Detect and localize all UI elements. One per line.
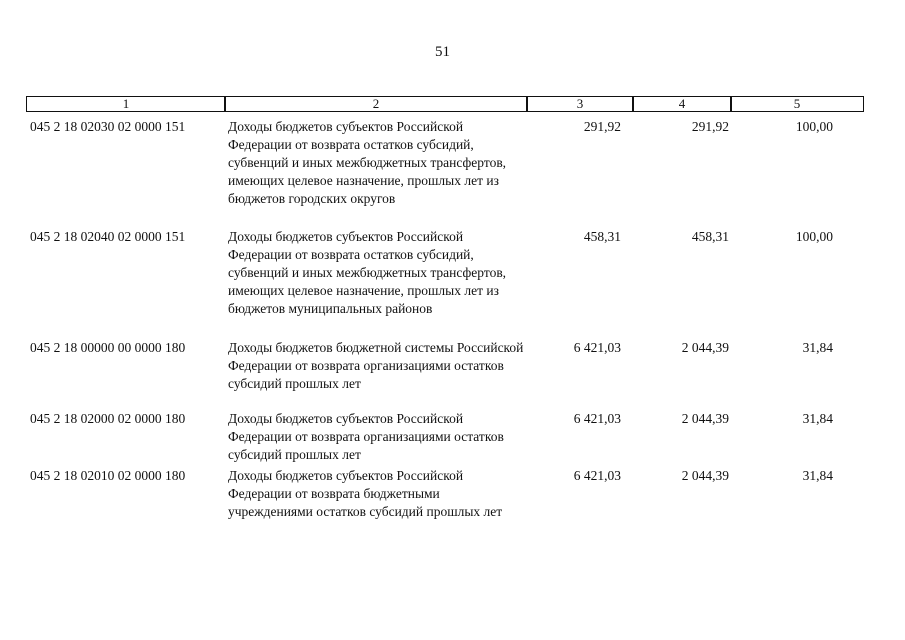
- row-name: Доходы бюджетов бюджетной системы Российской Федерации от возврата организациями остатков субсидий прошлых лет: [228, 340, 524, 391]
- row-col5: 100,00: [795, 119, 833, 134]
- row-code: 045 2 18 02010 02 0000 180: [30, 468, 186, 483]
- row-code: 045 2 18 00000 00 0000 180: [30, 340, 186, 355]
- row-col4: 2 044,39: [681, 340, 729, 355]
- header-col-1: 1: [26, 96, 226, 112]
- row-code: 045 2 18 02040 02 0000 151: [30, 229, 186, 244]
- header-col-2: 2: [224, 96, 528, 112]
- row-name: Доходы бюджетов субъектов Российской Федерации от возврата остатков субсидий, субвенций и иных межбюджетных трансфертов, имеющих целевое назначение, прошлых лет из бюджетов муниципальных районов: [228, 229, 507, 316]
- row-code: 045 2 18 02030 02 0000 151: [30, 119, 186, 134]
- row-col5: 100,00: [795, 229, 833, 244]
- row-col4: 291,92: [691, 119, 729, 134]
- row-col3: 458,31: [583, 229, 621, 244]
- row-col5: 31,84: [802, 411, 833, 426]
- row-col3: 291,92: [583, 119, 621, 134]
- header-col-3: 3: [526, 96, 634, 112]
- row-col3: 6 421,03: [573, 468, 621, 483]
- row-name: Доходы бюджетов субъектов Российской Федерации от возврата остатков субсидий, субвенций и иных межбюджетных трансфертов, имеющих целевое назначение, прошлых лет из бюджетов городских округов: [228, 119, 507, 206]
- header-col-5: 5: [730, 96, 864, 112]
- row-name: Доходы бюджетов субъектов Российской Федерации от возврата организациями остатков субсидий прошлых лет: [228, 411, 504, 462]
- row-col5: 31,84: [802, 468, 833, 483]
- row-col3: 6 421,03: [573, 411, 621, 426]
- row-col4: 2 044,39: [681, 411, 729, 426]
- row-col5: 31,84: [802, 340, 833, 355]
- row-col4: 458,31: [691, 229, 729, 244]
- row-code: 045 2 18 02000 02 0000 180: [30, 411, 186, 426]
- header-col-4: 4: [632, 96, 732, 112]
- row-col4: 2 044,39: [681, 468, 729, 483]
- row-name: Доходы бюджетов субъектов Российской Федерации от возврата бюджетными учреждениями остатков субсидий прошлых лет: [228, 468, 503, 519]
- row-col3: 6 421,03: [573, 340, 621, 355]
- page-number: 51: [435, 44, 450, 60]
